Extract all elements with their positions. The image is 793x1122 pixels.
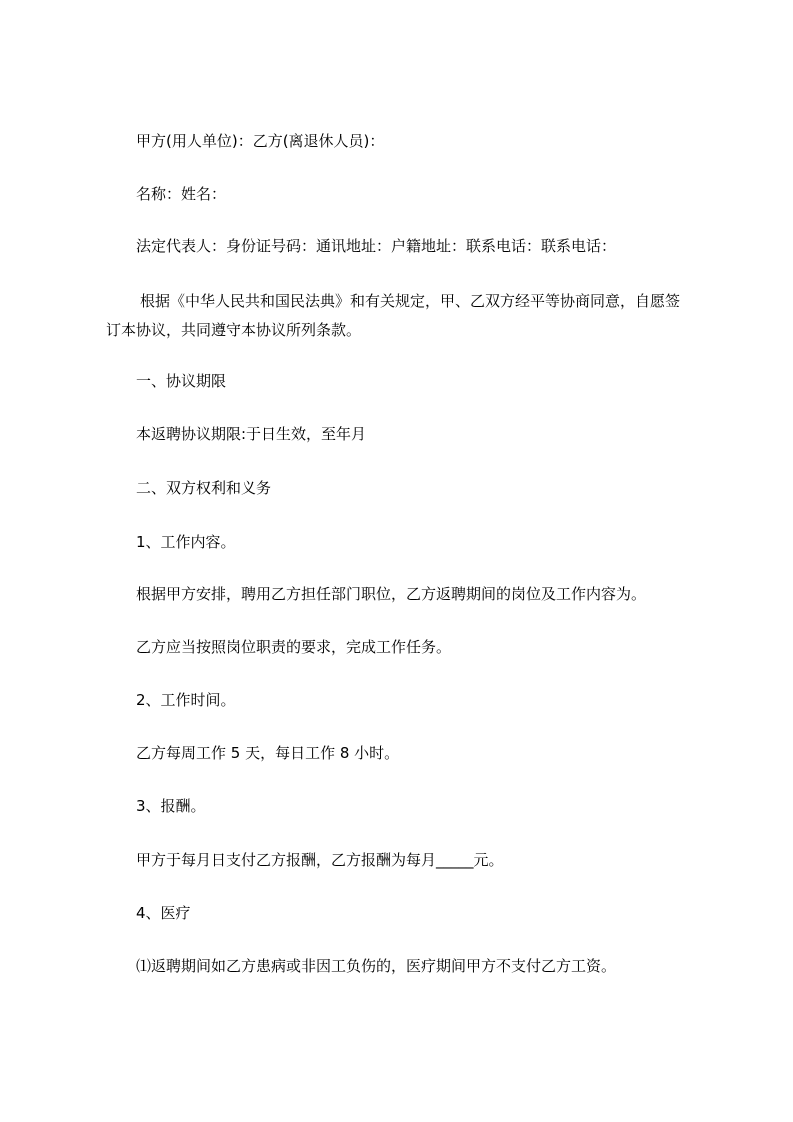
item1-heading: 1、工作内容。 — [136, 533, 236, 551]
item1-text-a: 根据甲方安排，聘用乙方担任部门职位，乙方返聘期间的岗位及工作内容为。 — [136, 585, 647, 603]
item3-heading: 3、报酬。 — [136, 797, 206, 815]
name-line: 名称：姓名： — [136, 185, 227, 203]
item3-text: 甲方于每月日支付乙方报酬，乙方报酬为每月_____元。 — [136, 851, 504, 869]
item2-heading: 2、工作时间。 — [136, 691, 236, 709]
intro-paragraph: 根据《中华人民共和国民法典》和有关规定，甲、乙双方经平等协商同意，自愿签订本协议，共同遵守本协议所列条款。 — [106, 292, 681, 339]
item2-text: 乙方每周工作 5 天，每日工作 8 小时。 — [136, 744, 400, 762]
section1-heading: 一、协议期限 — [136, 372, 227, 390]
item1-text-b: 乙方应当按照岗位职责的要求，完成工作任务。 — [136, 638, 452, 656]
parties-line: 甲方(用人单位)：乙方(离退休人员)： — [136, 132, 385, 150]
contact-line: 法定代表人：身份证号码：通讯地址：户籍地址：联系电话：联系电话： — [136, 237, 617, 255]
item4-heading: 4、医疗 — [136, 904, 191, 922]
section1-text: 本返聘协议期限:于日生效，至年月 — [136, 425, 367, 443]
section2-heading: 二、双方权利和义务 — [136, 479, 272, 497]
item4-text: ⑴返聘期间如乙方患病或非因工负伤的，医疗期间甲方不支付乙方工资。 — [136, 957, 617, 975]
